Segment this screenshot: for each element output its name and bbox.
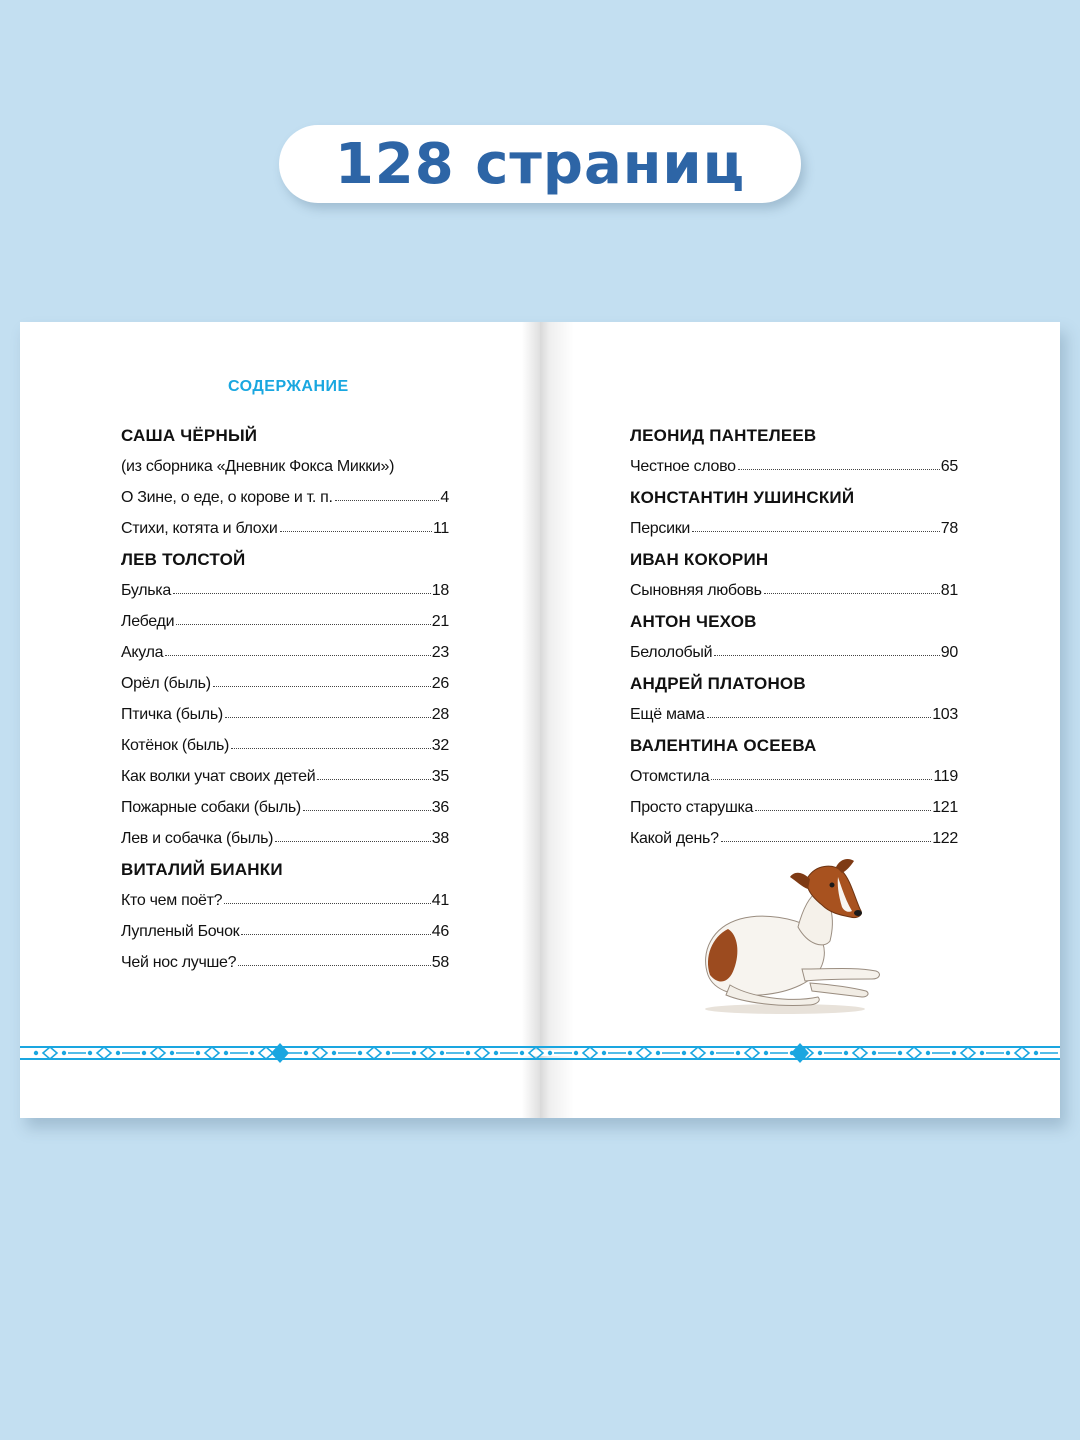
toc-author: ВИТАЛИЙ БИАНКИ [121, 859, 283, 879]
toc-author: АНДРЕЙ ПЛАТОНОВ [630, 673, 806, 693]
toc-entry-title: Какой день? [630, 829, 719, 847]
toc-entry-title: Орёл (быль) [121, 674, 211, 692]
ornament-segment [412, 1051, 416, 1055]
right-page [540, 322, 1060, 1118]
open-book [20, 322, 1060, 1118]
toc-right-column [630, 420, 958, 854]
toc-entry-page: 38 [431, 829, 449, 847]
toc-entry-page: 78 [940, 519, 958, 537]
toc-entry [630, 451, 958, 482]
toc-entry [121, 792, 449, 823]
toc-entry-title: Котёнок (быль) [121, 736, 230, 754]
toc-leader-dots [738, 460, 940, 470]
ornament-segment [440, 1051, 444, 1055]
left-page [20, 322, 540, 1118]
toc-entry-page: 11 [432, 519, 449, 537]
toc-entry-page: 122 [932, 829, 958, 847]
toc-entry [121, 668, 449, 699]
ornament-segment [142, 1051, 146, 1055]
toc-leader-dots [317, 770, 430, 780]
toc-entry-title: Белолобый [630, 643, 713, 661]
toc-entry [630, 637, 958, 668]
toc-author: АНТОН ЧЕХОВ [630, 611, 757, 631]
toc-entry-title: Лупленый Бочок [121, 922, 240, 940]
toc-entry-title: Честное слово [630, 457, 736, 475]
toc-entry-page: 4 [440, 488, 449, 506]
ornament-segment [494, 1051, 498, 1055]
toc-leader-dots [711, 770, 932, 780]
toc-entry-page: 26 [431, 674, 449, 692]
ornament-segment [710, 1051, 714, 1055]
ornament-segment [682, 1051, 686, 1055]
toc-entry-page: 121 [932, 798, 958, 816]
toc-entry-page: 90 [940, 643, 958, 661]
toc-leader-dots [213, 677, 431, 687]
toc-leader-dots [224, 894, 431, 904]
toc-entry-title: Лебеди [121, 612, 175, 630]
ornament-segment [1034, 1051, 1038, 1055]
decorative-border-ornament [20, 1038, 1060, 1068]
toc-entry [630, 699, 958, 730]
ornament-segment [656, 1051, 660, 1055]
toc-entry-title: Булька [121, 581, 171, 599]
ornament-segment [872, 1051, 876, 1055]
ornament-segment [170, 1051, 174, 1055]
ornament-segment [250, 1051, 254, 1055]
toc-entry [121, 637, 449, 668]
toc-note: (из сборника «Дневник Фокса Микки») [121, 457, 395, 475]
toc-entry-page: 81 [940, 581, 958, 599]
toc-left-column [121, 420, 449, 978]
ornament-segment [332, 1051, 336, 1055]
ornament-segment [88, 1051, 92, 1055]
toc-entry [630, 575, 958, 606]
toc-entry [121, 575, 449, 606]
toc-entry [121, 482, 449, 513]
toc-entry-page: 36 [431, 798, 449, 816]
ornament-segment [818, 1051, 822, 1055]
toc-leader-dots [275, 832, 431, 842]
ornament-segment [62, 1051, 66, 1055]
toc-entry-title: Ещё мама [630, 705, 705, 723]
toc-leader-dots [335, 491, 440, 501]
ornament-segment [358, 1051, 362, 1055]
toc-leader-dots [165, 646, 431, 656]
toc-entry-page: 46 [431, 922, 449, 940]
ornament-segment [952, 1051, 956, 1055]
toc-leader-dots [231, 739, 431, 749]
toc-leader-dots [238, 956, 431, 966]
toc-entry [121, 916, 449, 947]
toc-entry-title: Сыновняя любовь [630, 581, 762, 599]
toc-leader-dots [225, 708, 431, 718]
toc-entry-page: 23 [431, 643, 449, 661]
ornament-segment [898, 1051, 902, 1055]
toc-entry-title: Кто чем поёт? [121, 891, 223, 909]
toc-leader-dots [692, 522, 940, 532]
toc-entry-page: 41 [431, 891, 449, 909]
toc-entry-title: Персики [630, 519, 691, 537]
toc-entry-title: Отомстила [630, 767, 710, 785]
toc-entry [121, 699, 449, 730]
toc-entry [121, 761, 449, 792]
toc-author: ЛЕВ ТОЛСТОЙ [121, 549, 246, 569]
toc-entry [630, 823, 958, 854]
toc-entry [121, 885, 449, 916]
toc-entry-page: 18 [431, 581, 449, 599]
toc-author: САША ЧЁРНЫЙ [121, 425, 258, 445]
toc-author: ИВАН КОКОРИН [630, 549, 769, 569]
ornament-segment [196, 1051, 200, 1055]
toc-leader-dots [707, 708, 932, 718]
toc-author: ЛЕОНИД ПАНТЕЛЕЕВ [630, 425, 817, 445]
toc-leader-dots [764, 584, 940, 594]
toc-entry-page: 103 [932, 705, 958, 723]
toc-entry-page: 119 [933, 767, 958, 785]
toc-author: КОНСТАНТИН УШИНСКИЙ [630, 487, 855, 507]
toc-entry-title: Птичка (быль) [121, 705, 223, 723]
ornament-segment [116, 1051, 120, 1055]
toc-leader-dots [303, 801, 431, 811]
ornament-segment [602, 1051, 606, 1055]
ornament-segment [1006, 1051, 1010, 1055]
toc-entry-page: 21 [431, 612, 449, 630]
toc-entry-title: Стихи, котята и блохи [121, 519, 278, 537]
page-count-badge [279, 125, 801, 203]
toc-entry-page: 28 [431, 705, 449, 723]
ornament-segment [574, 1051, 578, 1055]
toc-entry [121, 606, 449, 637]
toc-leader-dots [755, 801, 931, 811]
toc-leader-dots [241, 925, 430, 935]
toc-entry-title: Лев и собачка (быль) [121, 829, 274, 847]
ornament-segment [34, 1051, 38, 1055]
toc-entry-title: Акула [121, 643, 164, 661]
toc-author: ВАЛЕНТИНА ОСЕЕВА [630, 735, 817, 755]
toc-entry-title: Чей нос лучше? [121, 953, 237, 971]
ornament-segment [548, 1051, 552, 1055]
dog-illustration [690, 857, 890, 1017]
toc-entry [121, 823, 449, 854]
toc-entry-title: Как волки учат своих детей [121, 767, 316, 785]
toc-leader-dots [173, 584, 431, 594]
ornament-segment [844, 1051, 848, 1055]
toc-entry-page: 65 [940, 457, 958, 475]
page-count-text: 128 страниц [334, 131, 746, 197]
toc-leader-dots [714, 646, 940, 656]
toc-entry-page: 35 [431, 767, 449, 785]
ornament-segment [304, 1051, 308, 1055]
ornament-segment [386, 1051, 390, 1055]
toc-entry [121, 730, 449, 761]
toc-leader-dots [721, 832, 932, 842]
ornament-segment [980, 1051, 984, 1055]
toc-title: СОДЕРЖАНИЕ [228, 378, 349, 395]
ornament-segment [764, 1051, 768, 1055]
ornament-segment [628, 1051, 632, 1055]
ornament-segment [466, 1051, 470, 1055]
ornament-segment [926, 1051, 930, 1055]
toc-leader-dots [176, 615, 431, 625]
toc-leader-dots [280, 522, 432, 532]
toc-entry [630, 513, 958, 544]
ornament-segment [520, 1051, 524, 1055]
toc-entry [630, 761, 958, 792]
toc-entry-page: 32 [431, 736, 449, 754]
toc-entry [121, 947, 449, 978]
toc-entry-title: Просто старушка [630, 798, 754, 816]
toc-entry [630, 792, 958, 823]
ornament-segment [736, 1051, 740, 1055]
toc-entry-title: О Зине, о еде, о корове и т. п. [121, 488, 333, 506]
toc-entry [121, 513, 449, 544]
ornament-segment [224, 1051, 228, 1055]
toc-entry-page: 58 [431, 953, 449, 971]
toc-entry-title: Пожарные собаки (быль) [121, 798, 301, 816]
